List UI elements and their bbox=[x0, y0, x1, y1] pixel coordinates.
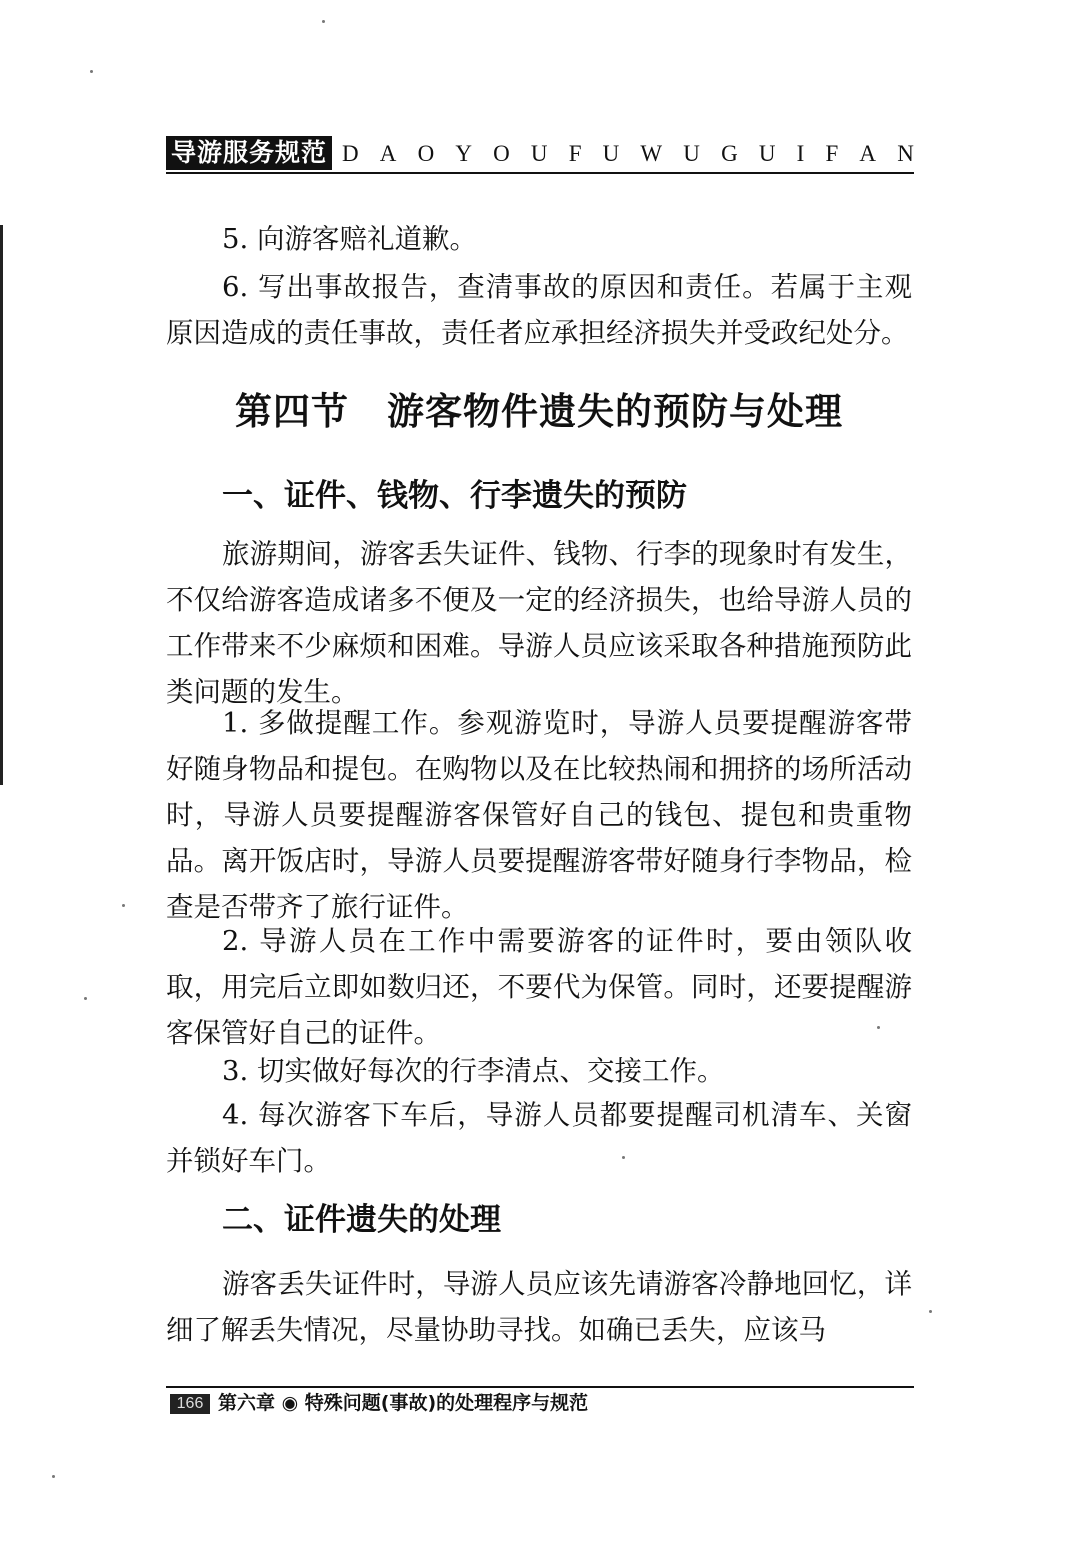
measure-4: 4. 每次游客下车后，导游人员都要提醒司机清车、关窗并锁好车门。 bbox=[166, 1099, 912, 1177]
subsection-title-2: 二、证件遗失的处理 bbox=[222, 1202, 501, 1238]
pinyin-letter: O bbox=[417, 141, 435, 166]
pinyin-letter: U bbox=[530, 141, 548, 166]
section-title: 第四节 游客物件遗失的预防与处理 bbox=[235, 389, 843, 433]
header-rule bbox=[166, 172, 914, 174]
scan-speck bbox=[84, 997, 87, 1000]
pinyin-letter: U bbox=[683, 141, 700, 166]
pinyin-letter: A bbox=[379, 141, 397, 166]
pinyin-letter: D bbox=[342, 141, 359, 166]
scan-speck bbox=[122, 904, 125, 907]
scan-speck bbox=[322, 20, 325, 23]
running-header bbox=[166, 134, 914, 174]
scan-speck bbox=[929, 1310, 932, 1313]
list-item-5: 5. 向游客赔礼道歉。 bbox=[222, 223, 477, 255]
intro-paragraph: 旅游期间，游客丢失证件、钱物、行李的现象时有发生，不仅给游客造成诸多不便及一定的经济损失，也给导游人员的工作带来不少麻烦和困难。导游人员应该采取各种措施预防此类问题的发生。 bbox=[166, 538, 912, 708]
measure-3: 3. 切实做好每次的行李清点、交接工作。 bbox=[222, 1055, 725, 1087]
pinyin-letter: O bbox=[493, 141, 510, 166]
chapter-title: 第六章 ◉ 特殊问题(事故)的处理程序与规范 bbox=[218, 1392, 589, 1414]
pinyin-letter: F bbox=[825, 141, 839, 166]
scan-page-edge bbox=[0, 225, 3, 785]
scan-speck bbox=[52, 1475, 55, 1478]
footer-rule bbox=[166, 1386, 914, 1388]
running-footer bbox=[166, 1386, 914, 1416]
subsection-title-1: 一、证件、钱物、行李遗失的预防 bbox=[222, 478, 687, 514]
pinyin-letter: I bbox=[796, 141, 805, 166]
measure-2: 2. 导游人员在工作中需要游客的证件时，要由领队收取，用完后立即如数归还，不要代为保管。同时，还要提醒游客保管好自己的证件。 bbox=[166, 925, 912, 1049]
pinyin-letter: U bbox=[758, 141, 776, 166]
pinyin-letter: A bbox=[859, 141, 877, 166]
scan-speck bbox=[90, 70, 93, 73]
pinyin-letter: N bbox=[897, 141, 914, 166]
measure-1: 1. 多做提醒工作。参观游览时，导游人员要提醒游客带好随身物品和提包。在购物以及在比较热闹和拥挤的场所活动时，导游人员要提醒游客保管好自己的钱包、提包和贵重物品。离开饭店时，导游人员要提醒游客带好随身行李物品，检查是否带齐了旅行证件。 bbox=[166, 707, 912, 923]
pinyin-letter: W bbox=[640, 141, 663, 166]
list-item-6: 6. 写出事故报告，查清事故的原因和责任。若属于主观原因造成的责任事故，责任者应承担经济损失并受政纪处分。 bbox=[166, 271, 912, 349]
page-number: 166 bbox=[170, 1394, 210, 1414]
book-title-pinyin bbox=[342, 138, 914, 170]
book-title-badge: 导游服务规范 bbox=[166, 136, 332, 170]
pinyin-letter: G bbox=[721, 141, 738, 166]
subsection-2-paragraph: 游客丢失证件时，导游人员应该先请游客冷静地回忆，详细了解丢失情况，尽量协助寻找。如确已丢失，应该马 bbox=[166, 1268, 912, 1346]
pinyin-letter: Y bbox=[455, 141, 472, 166]
pinyin-letter: U bbox=[602, 141, 620, 166]
pinyin-letter: F bbox=[568, 141, 582, 166]
